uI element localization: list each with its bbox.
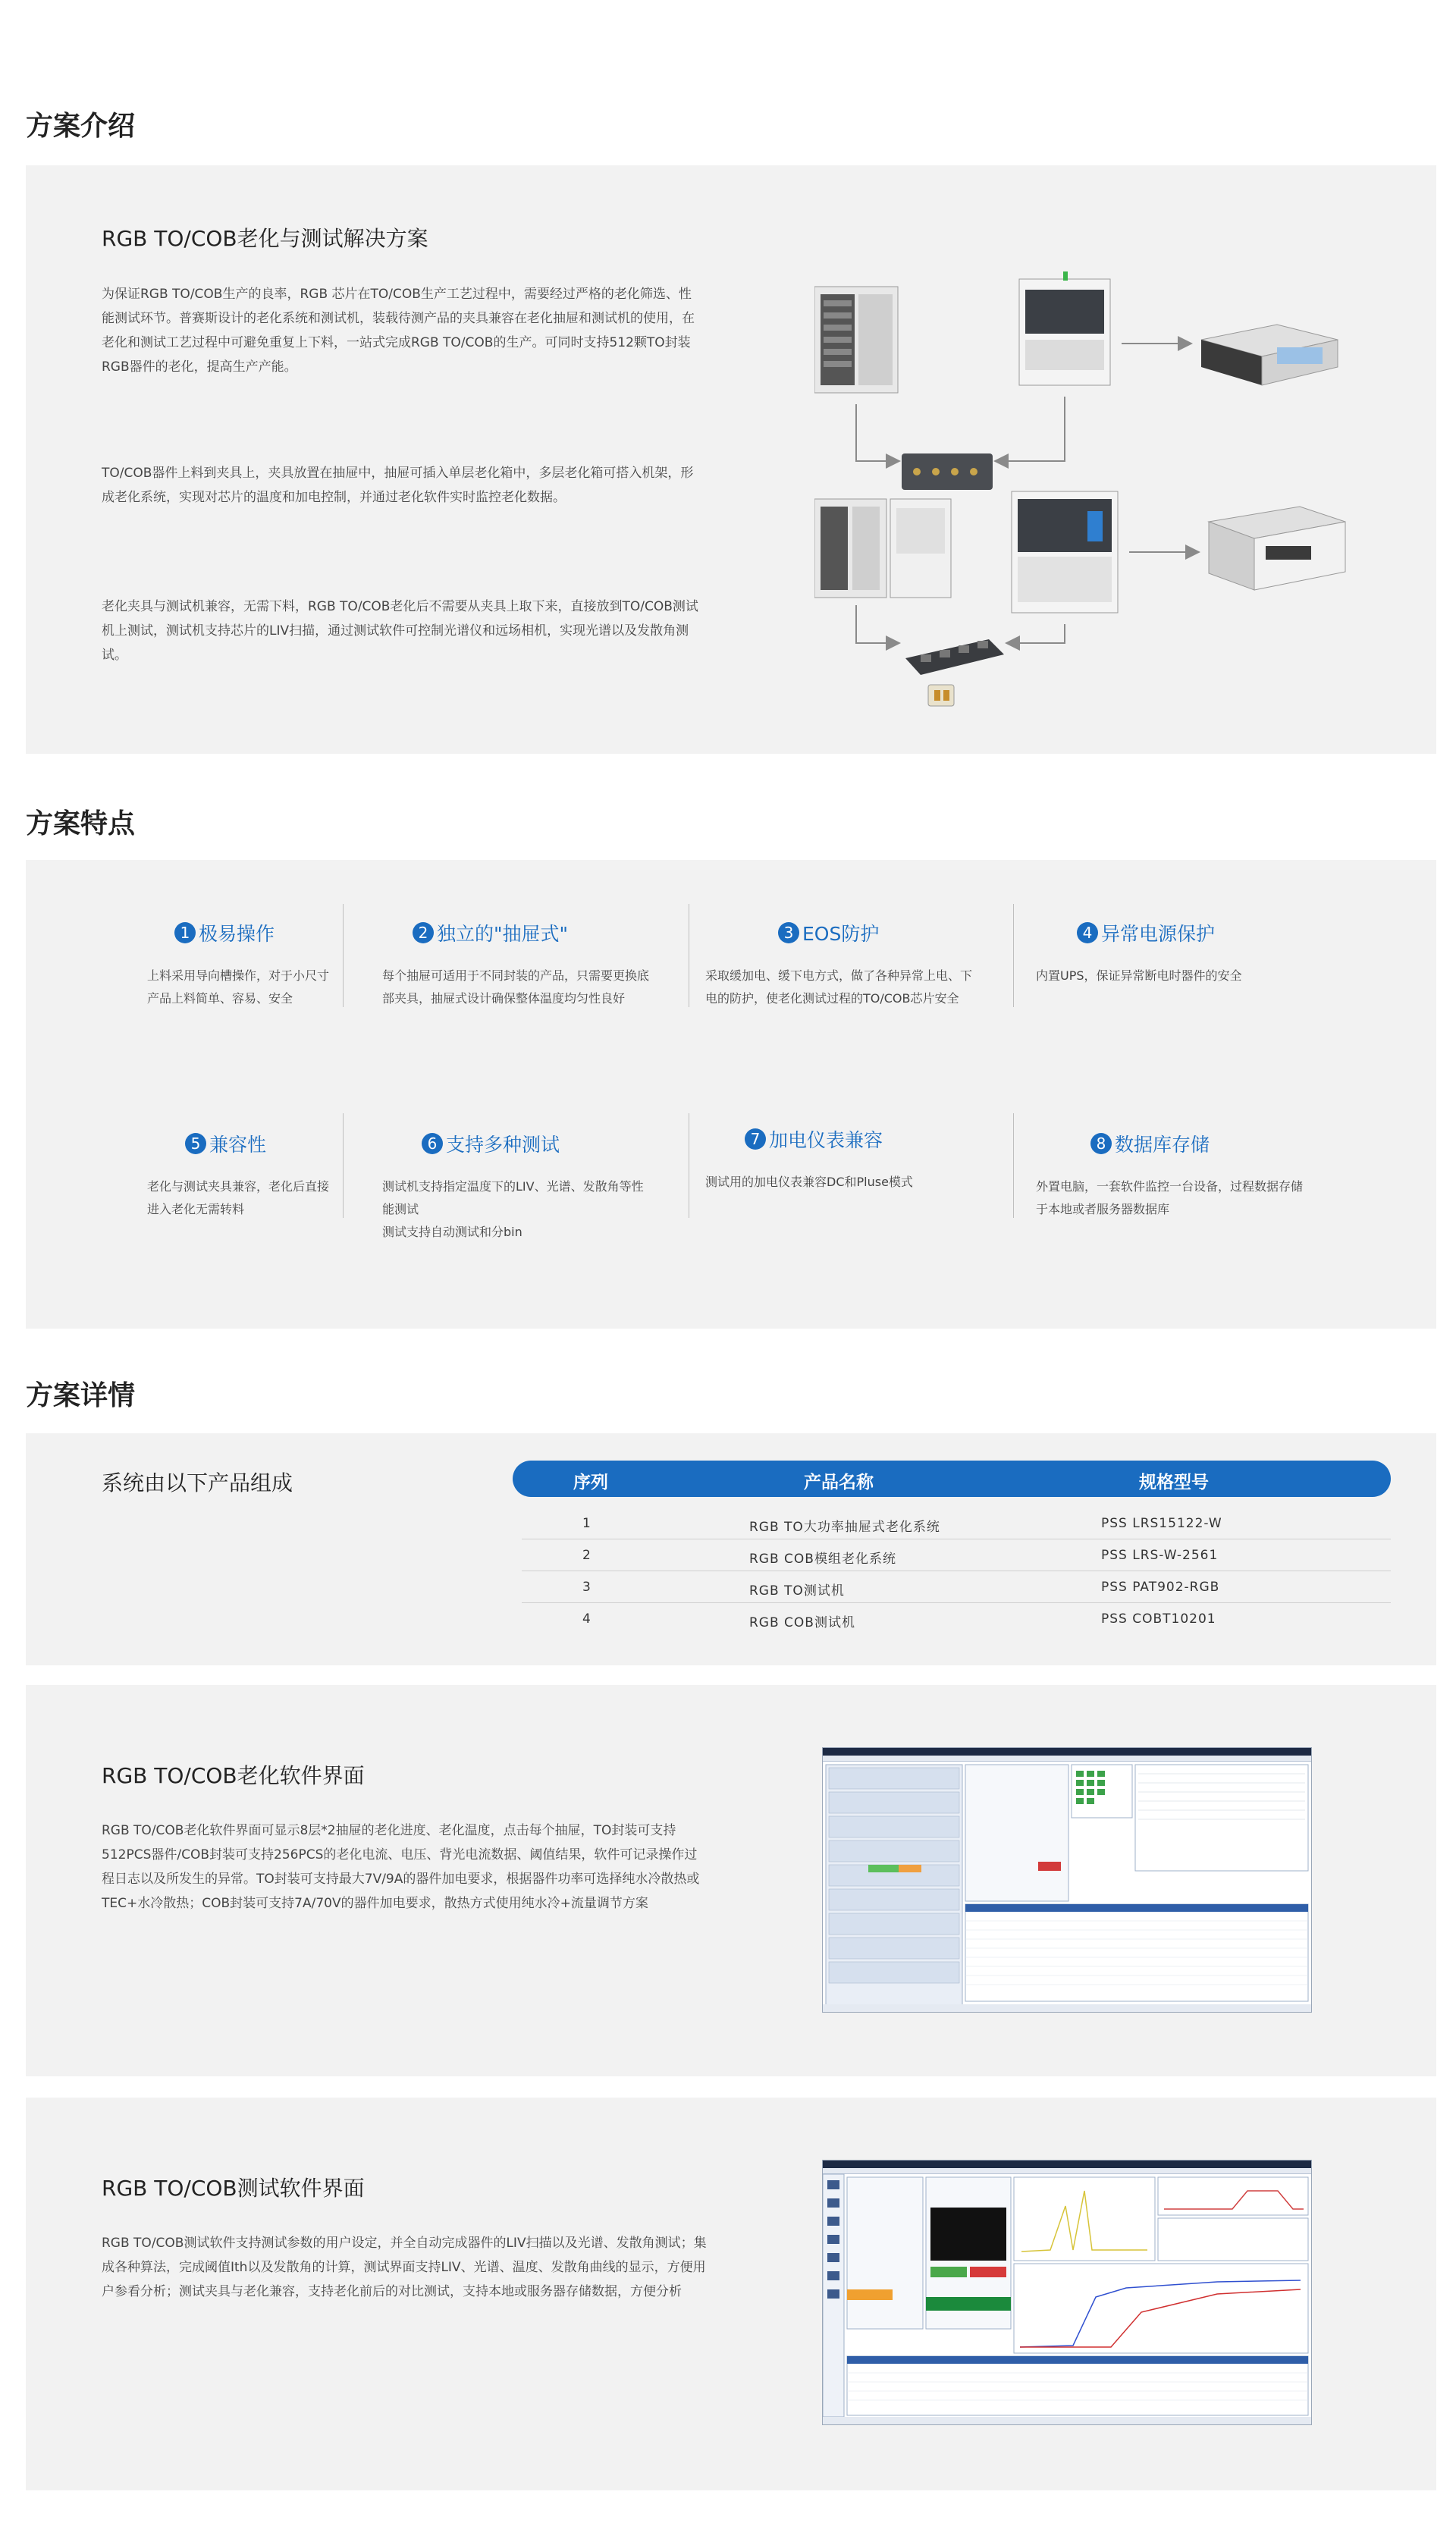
aging-software-description: RGB TO/COB老化软件界面可显示8层*2抽屉的老化进度、老化温度，点击每个抽屉，TO封装可支持512PCS器件/COB封装可支持256PCS的老化电流、电压、背光电流数据、阈值结果，软件可记录操作过程日志以及所发生的异常。TO封装可支持最大7V/9A的器件加电要求，根据器件功率可选择纯水冷散热或TEC+水冷散热；COB封装可支持7A/70V的器件加电要求，散热方式使用纯水冷+流量调节方案: [102, 1823, 700, 1911]
divider: [343, 904, 344, 1007]
feature-title: 独立的"抽屉式": [437, 923, 568, 945]
intro-paragraph-2: TO/COB器件上料到夹具上，夹具放置在抽屉中，抽屉可插入单层老化箱中，多层老化箱可搭入机架，形成老化系统，实现对芯片的温度和加电控制，并通过老化软件实时监控老化数据。: [102, 466, 694, 505]
feature-number-badge: 5: [185, 1133, 206, 1154]
aging-software-screenshot: [822, 1747, 1312, 2013]
table-row: 3 RGB TO测试机 PSS PAT902-RGB: [522, 1571, 1391, 1603]
feature-number-badge: 1: [174, 922, 196, 943]
feature-title: 兼容性: [209, 1134, 267, 1156]
cob-aging-machine: [814, 499, 951, 598]
column-header: 规格型号: [1139, 1473, 1209, 1492]
feature-number-badge: 6: [422, 1133, 443, 1154]
section-title-intro: 方案介绍: [26, 111, 136, 142]
aging-software-panel: [26, 1685, 1436, 2076]
aging-software-ui-mock: [823, 1748, 1312, 2013]
feature-description: 上料采用导向槽操作，对于小尺寸 产品上料简单、容易、安全: [147, 968, 330, 1006]
test-software-heading: RGB TO/COB测试软件界面: [102, 2176, 365, 2201]
table-row: 1 RGB TO大功率抽屉式老化系统 PSS LRS15122-W: [522, 1508, 1391, 1539]
section-title-features: 方案特点: [26, 808, 136, 839]
test-software-ui-mock: [823, 2161, 1312, 2425]
intro-paragraph-3: 老化夹具与测试机兼容，无需下料，RGB TO/COB老化后不需要从夹具上取下来，直接放到TO/COB测试机上测试，测试机支持芯片的LIV扫描，通过测试软件可控制光谱仪和远场相机，实现光谱以及发散角测试。: [102, 599, 698, 663]
intro-heading: RGB TO/COB老化与测试解决方案: [102, 226, 428, 251]
intro-paragraph-1: 为保证RGB TO/COB生产的良率，RGB 芯片在TO/COB生产工艺过程中，需要经过严格的老化筛选、性能测试环节。普赛斯设计的老化系统和测试机，装载待测产品的夹具兼容在老化抽屉和测试机的使用，在老化和测试工艺过程中可避免重复上下料，一站式完成RGB TO/COB的生产。可同时支持512颗TO封装RGB器件的老化，提高生产产能。: [102, 287, 695, 375]
feature-description: 外置电脑，一套软件监控一台设备，过程数据存储 于本地或者服务器数据库: [1036, 1179, 1304, 1216]
feature-description: 采取缓加电、缓下电方式，做了各种异常上电、下 电的防护，使老化测试过程的TO/COB芯片安全: [705, 968, 973, 1006]
feature-description: 测试用的加电仪表兼容DC和Pluse模式: [705, 1175, 913, 1189]
feature-title: 支持多种测试: [446, 1134, 560, 1156]
feature-number-badge: 3: [778, 922, 799, 943]
table-row: 2 RGB COB模组老化系统 PSS LRS-W-2561: [522, 1539, 1391, 1571]
product-table-heading: 系统由以下产品组成: [102, 1470, 293, 1495]
aging-rack-machine: [814, 287, 898, 393]
instrument-bottom: [1209, 507, 1345, 590]
instrument-top: [1201, 325, 1338, 385]
feature-description: 测试机支持指定温度下的LIV、光谱、发散角等性 能测试 测试支持自动测试和分bin: [382, 1179, 644, 1239]
column-header: 产品名称: [804, 1473, 874, 1492]
product-table-header: [513, 1461, 1391, 1497]
fixture-bottom: [905, 639, 1004, 706]
column-header: 序列: [573, 1473, 608, 1492]
feature-title: 加电仪表兼容: [769, 1129, 883, 1151]
features-panel: [26, 860, 1436, 1329]
feature-title: 异常电源保护: [1101, 923, 1216, 945]
divider: [1013, 904, 1014, 1007]
feature-title: 极易操作: [199, 923, 275, 945]
aging-software-heading: RGB TO/COB老化软件界面: [102, 1763, 365, 1788]
table-row: 4 RGB COB测试机 PSS COBT10201: [582, 1611, 1216, 1630]
section-title-details: 方案详情: [26, 1380, 136, 1411]
test-software-panel: [26, 2098, 1436, 2490]
feature-description: 每个抽屉可适用于不同封装的产品，只需要更换底 部夹具，抽屉式设计确保整体温度均匀性良好: [382, 968, 650, 1006]
test-software-screenshot: [822, 2160, 1312, 2425]
divider: [343, 1113, 344, 1218]
test-software-description: RGB TO/COB测试软件支持测试参数的用户设定，并全自动完成器件的LIV扫描以及光谱、发散角测试；集成各种算法，完成阈值Ith以及发散角的计算，测试界面支持LIV、光谱、温度、发散角曲线的显示，方便用户参看分析；测试夹具与老化兼容，支持老化前后的对比测试，支持本地或服务器存储数据，方便分析: [102, 2236, 707, 2299]
feature-number-badge: 8: [1090, 1133, 1112, 1154]
feature-number-badge: 7: [745, 1128, 766, 1150]
feature-description: 内置UPS，保证异常断电时器件的安全: [1036, 968, 1242, 983]
feature-title: EOS防护: [802, 923, 880, 945]
feature-description: 老化与测试夹具兼容，老化后直接 进入老化无需转料: [147, 1179, 330, 1216]
divider: [1013, 1113, 1014, 1218]
test-machine-top: [1019, 271, 1110, 385]
cob-test-machine: [1012, 491, 1118, 613]
product-table-panel: [26, 1433, 1436, 1665]
feature-number-badge: 4: [1077, 922, 1098, 943]
feature-number-badge: 2: [413, 922, 434, 943]
system-flow-diagram: [814, 271, 1360, 711]
intro-panel: [26, 165, 1436, 754]
feature-title: 数据库存储: [1115, 1134, 1210, 1156]
